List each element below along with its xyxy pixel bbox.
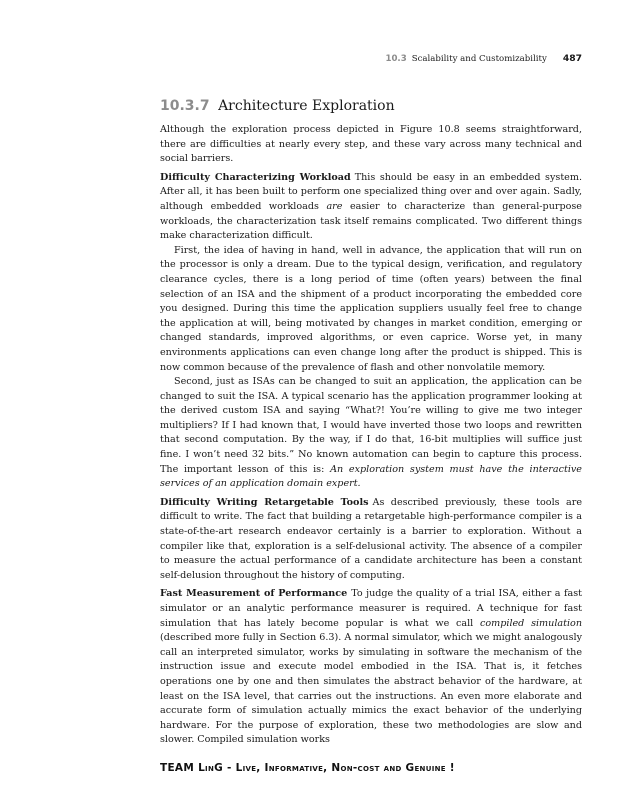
footer-banner: TEAM LinG - Live, Informative, Non-cost and Genuine ! [160, 762, 455, 774]
section-heading [160, 97, 582, 115]
section-title: Architecture Exploration [218, 98, 395, 114]
page-number: 487 [562, 53, 582, 64]
workload-text-b: easier to characterize than general-purpose workloads, the characterization task itself remains complicated. Two different things make characterization difficult. [160, 200, 582, 242]
header-section-number: 10.3 [385, 54, 407, 64]
performance-emphasis: compiled simulation [479, 617, 582, 629]
tools-paragraph [160, 496, 582, 584]
header-running-title: Scalability and Customizability [411, 54, 547, 64]
second-emphasis: An exploration system must have the interactive services of an application domain expert. [160, 463, 582, 490]
page-body [160, 97, 582, 748]
performance-text-b: (described more fully in Section 6.3). A normal simulator, which we might analogously call an interpreted simulator, works by simulating in software the mechanism of the instruction issue and execute model embodied in the ISA. That is, it fetches operations one by one and then simulates the abstract behavior of the hardware, at least on the ISA level, that carries out the instructions. An even more elaborate and accurate form of simulation actually mimics the exact behavior of the underlying hardware. For the purpose of exploration, these two methodologies are slow and slower. Compiled simulation works [160, 632, 582, 746]
performance-paragraph [160, 587, 582, 748]
section-number: 10.3.7 [160, 98, 210, 114]
tools-heading: Difficulty Writing Retargetable Tools [160, 496, 369, 508]
second-paragraph [160, 375, 582, 492]
first-paragraph [160, 244, 582, 375]
performance-heading: Fast Measurement of Performance [160, 588, 348, 600]
first-text: First, the idea of having in hand, well in advance, the application that will run on the processor is only a dream. Due to the typical design, verification, and regulatory clearance cycles, there is a long period of time (often years) between the final selection of an ISA and the shipment of a product incorporating the embedded core you designed. During this time the application suppliers usually feel free to change the application at will, being motivated by changes in market condition, emerging or changed standards, improved algorithms, or even caprice. Worse yet, in many environments applications can even change long after the product is shipped. This is now common because of the prevalence of flash and other nonvolatile memory. [160, 244, 582, 373]
intro-text: Although the exploration process depicted in Figure 10.8 seems straightforward, there are difficulties at nearly every step, and these vary across many technical and social barriers. [160, 124, 582, 165]
workload-emphasis: are [326, 200, 343, 212]
second-text: Second, just as ISAs can be changed to suit an application, the application can be changed to suit the ISA. A typical scenario has the application programmer looking at the derived custom ISA and saying “What?! You’re willing to give me two integer multipliers? If I had known that, I would have inverted those two loops and rewritten that second computation. By the way, if I do that, 16-bit multiplies will suffice just fine. I won’t need 32 bits.” No known automation can begin to capture this process. The important lesson of this is: [160, 376, 582, 475]
performance-text-a: To judge the quality of a trial ISA, either a fast simulator or an analytic performance measurer is required. A technique for fast simulation that has lately become popular is what we call [160, 588, 582, 629]
workload-paragraph [160, 171, 582, 244]
running-header [160, 53, 582, 64]
workload-text-a: This should be easy in an embedded system. After all, it has been built to perform one specialized thing over and over again. Sadly, although embedded workloads [160, 171, 583, 212]
workload-heading: Difficulty Characterizing Workload [160, 171, 351, 183]
tools-text: As described previously, these tools are difficult to write. The fact that building a retargetable high-performance compiler is a state-of-the-art research endeavor certainly is a barrier to exploration. Without a compiler like that, exploration is a self-delusional activity. The absence of a compiler to measure the actual performance of a candidate architecture has been a constant self-delusion throughout the history of computing. [160, 496, 582, 581]
intro-paragraph [160, 123, 582, 167]
